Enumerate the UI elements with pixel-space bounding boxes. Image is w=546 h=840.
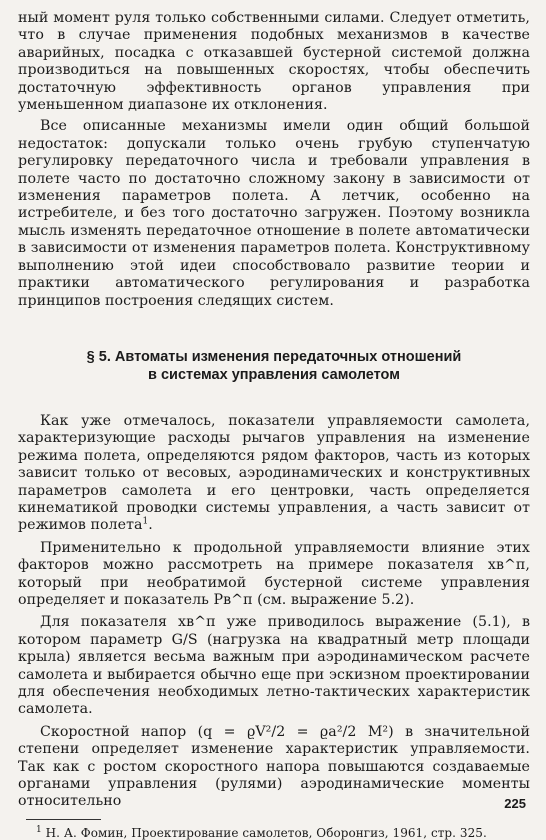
paragraph-mechanisms: Все описанные механизмы имели один общий большой недостаток: допускали только очень грубую ступенчатую регулировку передаточного числа и требовали управления в полете часто по достаточно сложному закону в зависимости от изменения параметров полета. А летчик, особенно на истребителе, и без того достаточно загружен. Поэтому возникла мысль изменять передаточное отношение в полете автоматически в зависимости от изменения параметров полета. Конструктивному выполнению этой идеи способствовало развитие теории и практики автоматического регулирования и разработка принципов построения следящих систем. [18, 118, 530, 309]
section-heading-line2: в системах управления самолетом [148, 366, 400, 383]
footnote-divider [26, 819, 101, 820]
paragraph-controllability-text: Как уже отмечалось, показатели управляемости самолета, характеризующие расходы рычагов управления на изменение режима полета, определяются рядом факторов, часть из которых зависит только от весовых, аэродинамических и конструктивных параметров самолета и его центровки, часть определяется кинематикой проводки системы управления, а часть зависит от режимов полета [18, 412, 530, 534]
paragraph-wing-loading: Для показателя xв^п уже приводилось выражение (5.1), в котором параметр G/S (нагрузка на квадратный метр площади крыла) является весьма важным при аэродинамическом расчете самолета и выбирается обычно еще при эскизном проектировании для обеспечения необходимых летно-тактических характеристик самолета. [18, 614, 530, 718]
book-page [18, 10, 530, 840]
paragraph-controllability-end: . [148, 517, 153, 534]
paragraph-longitudinal: Применительно к продольной управляемости влияние этих факторов можно рассмотреть на примере показателя xв^п, который при необратимой бустерной системе управления определяет и показатель Pв^п (см. выражение 5.2). [18, 539, 530, 608]
footnote-mark: 1 [36, 824, 42, 835]
footnote-text: Н. А. Фомин, Проектирование самолетов, Оборонгиз, 1961, стр. 325. [45, 825, 487, 840]
section-heading-line1: § 5. Автоматы изменения передаточных отношений [86, 348, 462, 365]
paragraph-continued: ный момент руля только собственными силами. Следует отметить, что в случае применения подобных механизмов в качестве аварийных, посадка с отказавшей бустерной системой должна производиться на повышенных скоростях, чтобы обеспечить достаточную эффективность органов управления при уменьшенном диапазоне их отклонения. [18, 10, 530, 114]
footnote [18, 826, 530, 840]
paragraph-controllability [18, 413, 530, 535]
paragraph-dynamic-pressure: Скоростной напор (q = ϱV²/2 = ϱa²/2 M²) в значительной степени определяет изменение характеристик управляемости. Так как с ростом скоростного напора повышаются создаваемые органами управления (рулями) аэродинамические моменты относительно [18, 723, 530, 810]
section-heading [18, 348, 530, 384]
page-number: 225 [504, 796, 526, 811]
footnote-ref: 1 [142, 516, 149, 527]
